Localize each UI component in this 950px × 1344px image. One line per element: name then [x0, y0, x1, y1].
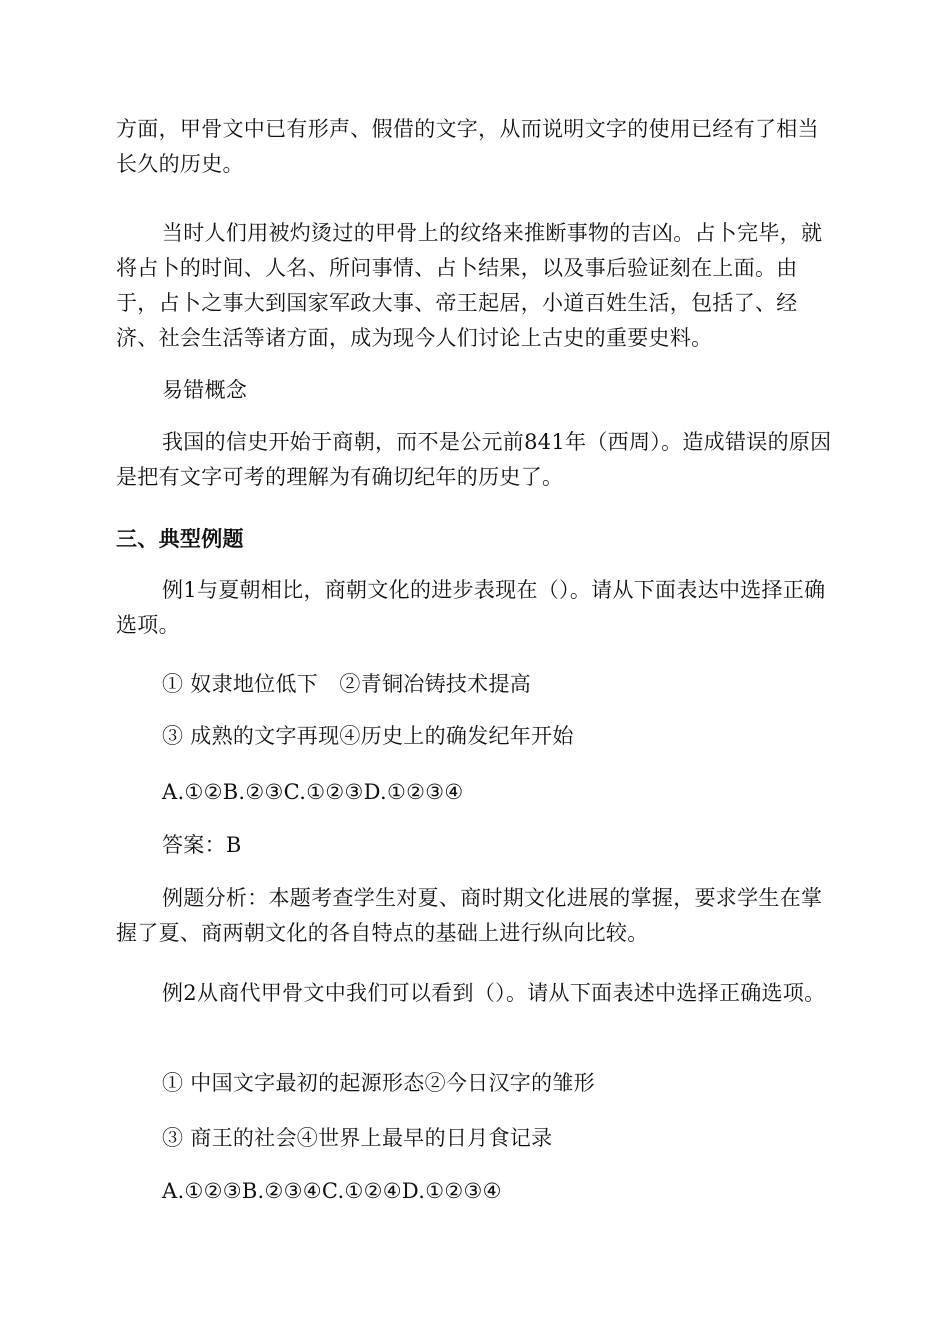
- example1-analysis: 例题分析：本题考查学生对夏、商时期文化进展的掌握，要求学生在掌握了夏、商两朝文化的各自特点的基础上进行纵向比较。: [116, 886, 823, 945]
- section-heading: 三、典型例题: [116, 526, 244, 551]
- example1-answer: 答案：B: [162, 833, 242, 857]
- example2-options-line-1: ① 中国文字最初的起源形态②今日汉字的雏形: [162, 1071, 595, 1095]
- paragraph-oracle-bone-history: 方面，甲骨文中已有形声、假借的文字，从而说明文字的使用已经有了相当长久的历史。: [116, 117, 819, 176]
- example1-options-line-1: ① 奴隶地位低下 ②青铜冶铸技术提高: [162, 672, 532, 696]
- paragraph-common-mistake-label: 易错概念: [162, 378, 248, 402]
- example2-choices: A.①②③B.②③④C.①②④D.①②③④: [162, 1179, 502, 1203]
- example2-question: 例2从商代甲骨文中我们可以看到（）。请从下面表述中选择正确选项。: [162, 981, 826, 1005]
- example1-options-line-2: ③ 成熟的文字再现④历史上的确发纪年开始: [162, 724, 574, 748]
- paragraph-divination: 当时人们用被灼烫过的甲骨上的纹络来推断事物的吉凶。占卜完毕，就将占卜的时间、人名、所问事情、占卜结果，以及事后验证刻在上面。由于，占卜之事大到国家军政大事、帝王起居，小道百姓生活，包括了、经济、社会生活等诸方面，成为现今人们讨论上古史的重要史料。: [116, 221, 823, 350]
- example2-options-line-2: ③ 商王的社会④世界上最早的日月食记录: [162, 1126, 553, 1150]
- example1-question: 例1与夏朝相比，商朝文化的进步表现在（）。请从下面表达中选择正确选项。: [116, 578, 826, 637]
- paragraph-common-mistake: 我国的信史开始于商朝，而不是公元前841年（西周）。造成错误的原因是把有文字可考的理解为有确切纪年的历史了。: [116, 430, 832, 489]
- example1-choices: A.①②B.②③C.①②③D.①②③④: [162, 780, 464, 804]
